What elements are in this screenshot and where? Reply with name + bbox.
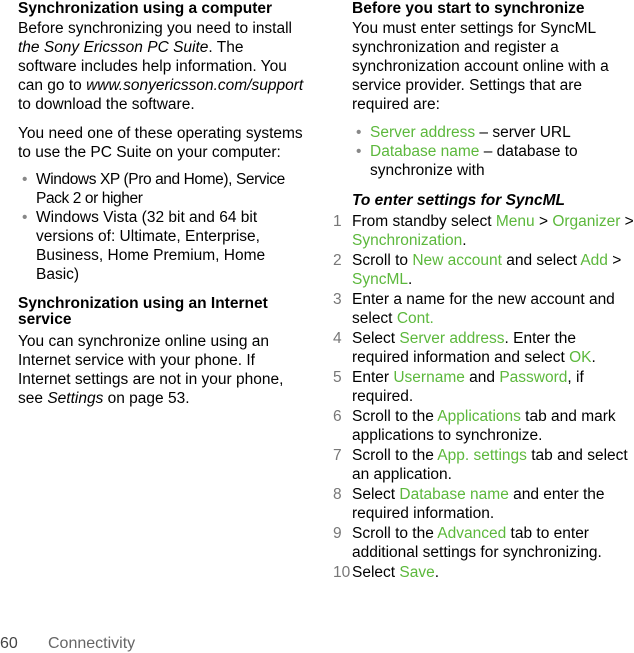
menu-option: Menu bbox=[495, 213, 535, 230]
text: – server URL bbox=[475, 124, 571, 141]
heading-syncml-steps bbox=[333, 192, 634, 210]
text: > bbox=[620, 213, 634, 230]
step-number: 9 bbox=[333, 525, 342, 542]
menu-option: Cont. bbox=[396, 310, 434, 327]
steps-list bbox=[333, 212, 634, 582]
text: on page 53. bbox=[103, 390, 190, 407]
settings-ref: Settings bbox=[47, 390, 104, 407]
text: Select bbox=[352, 564, 400, 581]
text: and select bbox=[501, 252, 581, 269]
step-item bbox=[333, 368, 634, 406]
menu-option: Applications bbox=[437, 408, 521, 425]
heading-sync-internet: Synchronization using an Internet service bbox=[18, 295, 268, 328]
text: Scroll to the bbox=[352, 525, 438, 542]
requirements-list bbox=[352, 123, 634, 180]
step-number: 4 bbox=[333, 330, 342, 347]
menu-option: Username bbox=[393, 369, 465, 386]
step-item bbox=[333, 251, 634, 289]
text: and bbox=[464, 369, 500, 386]
step-number: 8 bbox=[333, 486, 342, 503]
step-number: 1 bbox=[333, 213, 342, 230]
list-item: • Windows Vista (32 bit and 64 bit versions of: Ultimate, Enterprise, Business, Home Premium, Home Basic) bbox=[18, 208, 304, 284]
step-item bbox=[333, 524, 634, 562]
step-item bbox=[333, 212, 634, 250]
text: To enter settings for SyncML bbox=[352, 192, 566, 209]
text: . Enter the required information and select bbox=[352, 330, 577, 366]
text: . bbox=[434, 564, 440, 581]
internet-paragraph bbox=[18, 332, 304, 408]
text: > bbox=[607, 252, 622, 269]
step-number: 10 bbox=[333, 564, 351, 581]
text: Scroll to the bbox=[352, 447, 438, 464]
text: . bbox=[462, 232, 467, 249]
text: , if required. bbox=[352, 369, 584, 405]
step-number: 5 bbox=[333, 369, 342, 386]
pc-suite-name: the Sony Ericsson PC Suite bbox=[18, 39, 209, 56]
menu-option: Password bbox=[499, 369, 568, 386]
text: tab and select an application. bbox=[352, 447, 628, 483]
text: – database to synchronize with bbox=[370, 143, 578, 179]
step-item bbox=[333, 563, 634, 582]
text: Select bbox=[352, 330, 400, 347]
step-item bbox=[333, 290, 634, 328]
step-number: 6 bbox=[333, 408, 342, 425]
text: Scroll to bbox=[352, 252, 413, 269]
requirements-paragraph: You must enter settings for SyncML synchronization and register a synchronization account online with a service provider. Settings that are required are: bbox=[352, 20, 609, 113]
text: Scroll to the bbox=[352, 408, 438, 425]
menu-option: Save bbox=[399, 564, 435, 581]
text: to download the software. bbox=[18, 96, 195, 113]
text: tab to enter additional settings for synchronizing. bbox=[352, 525, 602, 561]
list-item: • Windows XP (Pro and Home), Service Pack 2 or higher bbox=[18, 170, 304, 208]
text: Enter a name for the new account and select bbox=[352, 291, 615, 327]
left-column bbox=[18, 0, 304, 408]
menu-option: Database name bbox=[399, 486, 509, 503]
text: Select bbox=[352, 486, 400, 503]
text: . The software includes help information. You can go to bbox=[18, 39, 287, 94]
list-item bbox=[352, 142, 634, 180]
text: Enter bbox=[352, 369, 394, 386]
text: and enter the required information. bbox=[352, 486, 605, 522]
step-item bbox=[333, 446, 634, 484]
menu-option: App. settings bbox=[437, 447, 527, 464]
menu-option: New account bbox=[412, 252, 502, 269]
step-number: 7 bbox=[333, 447, 342, 464]
os-list bbox=[18, 170, 304, 284]
text: From standby select bbox=[352, 213, 496, 230]
text: Before synchronizing you need to install bbox=[18, 20, 292, 37]
heading-sync-computer: Synchronization using a computer bbox=[18, 0, 273, 17]
intro-paragraph bbox=[18, 19, 304, 114]
os-paragraph: You need one of these operating systems to use the PC Suite on your computer: bbox=[18, 125, 303, 161]
step-number: 2 bbox=[333, 252, 342, 269]
text: . bbox=[591, 349, 596, 366]
section-name: Connectivity bbox=[48, 635, 136, 652]
step-number: 3 bbox=[333, 291, 342, 308]
menu-option: Add bbox=[580, 252, 608, 269]
page-number: 60 bbox=[0, 635, 18, 652]
option-label: Database name bbox=[370, 143, 480, 160]
step-item bbox=[333, 329, 634, 367]
text: You can synchronize online using an Internet service with your phone. If Internet settings are not in your phone, see bbox=[18, 333, 284, 407]
list-item bbox=[352, 123, 634, 142]
text: . bbox=[408, 271, 413, 288]
heading-before-start: Before you start to synchronize bbox=[352, 0, 585, 17]
right-column bbox=[333, 0, 634, 583]
step-item bbox=[333, 485, 634, 523]
menu-option: Organizer bbox=[552, 213, 621, 230]
support-url: www.sonyericsson.com/support bbox=[86, 77, 304, 94]
menu-option: Advanced bbox=[437, 525, 507, 542]
option-label: Server address bbox=[370, 124, 476, 141]
menu-option: OK bbox=[569, 349, 592, 366]
text: tab and mark applications to synchronize. bbox=[352, 408, 616, 444]
step-item bbox=[333, 407, 634, 445]
menu-option: Synchronization bbox=[352, 232, 463, 249]
text: > bbox=[534, 213, 553, 230]
menu-option: SyncML bbox=[352, 271, 408, 288]
menu-option: Server address bbox=[399, 330, 505, 347]
